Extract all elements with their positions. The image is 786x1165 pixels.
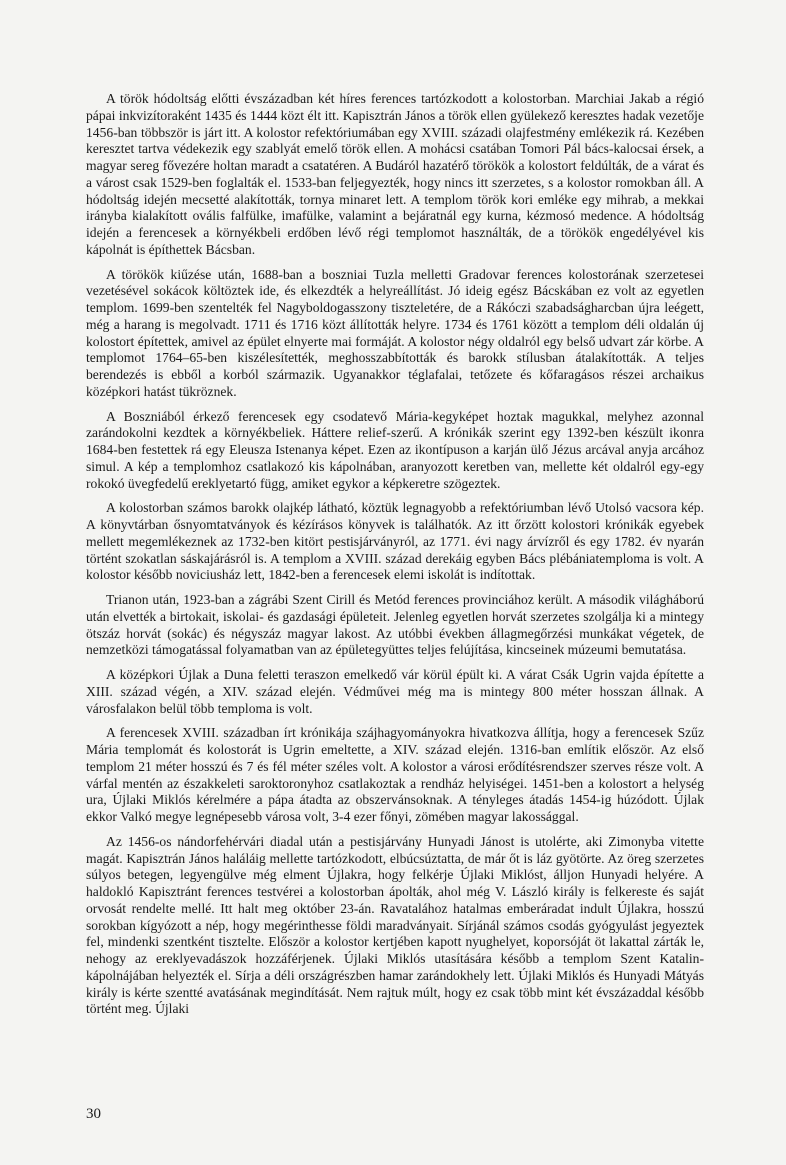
paragraph-kronika: A ferencesek XVIII. században írt krónikája szájhagyományokra hivatkozva állítja, hogy a ferencesek Szűz Mária templomát és kolostorát is Ugrin emeltette, a XIV. század elején. 1316-ban említik először. Az első templom 21 méter hosszú és 7 és fél méter széles volt. A kolostor a városi erődítésrendszer szerves része volt. A várfal mentén az északkeleti saroktoronyhoz csatlakoztak a rendház helyiségei. 1451-ben a kolostort a helység ura, Újlaki Miklós kérelmére a pápa átadta az obszervánsoknak. A tényleges átadás 1454-ig húzódott. Újlak ekkor Valkó megye legnépesebb városa volt, 3-4 ezer főnyi, zömében magyar lakossággal.	[86, 725, 704, 824]
paragraph-hodoltsag: A török hódoltság előtti évszázadban két híres ferences tartózkodott a kolostorban. Marchiai Jakab a régió pápai inkvizítoraként 1435 és 1444 közt élt itt. Kapisztrán János a török ellen gyülekező keresztes hadak vezetője 1456-ban többször is járt itt. A kolostor refektóriumában egy XVIII. századi olajfestmény emlékezik rá. Kezében keresztet tartva védekezik egy szablyát emelő török ellen. A mohácsi csatában Tomori Pál bács-kalocsai érsek, a magyar sereg fővezére holtan maradt a csatatéren. A Budáról hazatérő törökök a kolostort feldúlták, de a várat és a várost csak 1529-ben foglalták el. 1533-ban feljegyezték, hogy nincs itt szerzetes, s a kolostor romokban áll. A hódoltság idején mecsetté alakították, tornya minaret lett. A templom török kori emléke egy mihrab, a mekkai irányba kialakított ovális falfülke, imafülke, valamint a bejáratnál egy kurna, kézmosó medence. A hódoltság idején a ferencesek a környékbeli erdőben lévő régi templomot használták, de a törökök engedélyével kis kápolnát is építhettek Bácsban.	[86, 91, 704, 257]
paragraph-ujjaepites: A törökök kiűzése után, 1688-ban a boszniai Tuzla melletti Gradovar ferences kolostorának szerzetesei vezetésével sokácok költöztek ide, és elkezdték a helyreállítást. Jó ideig egész Bácskában ez volt az egyetlen templom. 1699-ben szentelték fel Nagyboldogasszony tiszteletére, de a Rákóczi szabadságharcban újra leégett, még a harang is megolvadt. 1711 és 1716 közt állították helyre. 1734 és 1761 között a templom déli oldalán új kolostort építettek, amivel az épület elnyerte mai formáját. A kolostor négy oldalról egy belső udvart zár körbe. A templomot 1764–65-ben kiszélesítették, meghosszabbították és barokk stílusban átalakították. A teljes berendezés is ebből a korból származik. Ugyanakkor téglafalai, tetőzete és kőfaragásos részei archaikus középkori hatást tükröznek.	[86, 266, 704, 399]
body-text	[86, 91, 704, 1026]
paragraph-olajkepek: A kolostorban számos barokk olajkép látható, köztük legnagyobb a refektóriumban lévő Utolsó vacsora kép. A könyvtárban ősnyomtatványok és kézírásos könyvek is találhatók. Az itt őrzött kolostori krónikák egyebek mellett megemlékeznek az 1732-ben kitört pestisjárványról, az 1771. évi nagy árvízről és egy 1782. év nyarán történt szokatlan sáskajárásról is. A templom a XVIII. század derekáig egyben Bács plébániatemploma is volt. A kolostor később noviciusház lett, 1842-ben a ferencesek elemi iskolát is indítottak.	[86, 500, 704, 583]
paragraph-kegykep: A Boszniából érkező ferencesek egy csodatevő Mária-kegyképet hoztak magukkal, melyhez azonnal zarándokolni kezdtek a környékbeliek. Háttere relief-szerű. A krónikák szerint egy 1392-ben készült ikonra 1684-ben festettek rá egy Eleusza Istenanya képet. Ezen az ikontípuson a karján ülő Jézus arcával anyja arcához simul. A kép a templomhoz csatlakozó kis kápolnában, aranyozott keretben van, mellette két oldalról egy-egy rokokó üvegfedelű ereklyetartó függ, amiket egykor a képkeretre szögeztek.	[86, 408, 704, 491]
paragraph-trianon: Trianon után, 1923-ban a zágrábi Szent Cirill és Metód ferences provinciához került. A második világháború után elvették a birtokait, iskolai- és gazdasági épületeit. Jelenleg egyetlen horvát szerzetes szolgálja ki a mintegy ötszáz horvát (sokác) és négyszáz magyar lakost. Az utóbbi években állagmegőrzési munkákat végetek, de nemzetközi támogatással folyamatban van az épületegyüttes teljes felújítása, kincseinek múzeumi bemutatása.	[86, 592, 704, 658]
page-number: 30	[86, 1106, 101, 1122]
paragraph-kapisztran: Az 1456-os nándorfehérvári diadal után a pestisjárvány Hunyadi Jánost is utolérte, aki Zimonyba vitette magát. Kapisztrán János haláláig mellette tartózkodott, elbúcsúztatta, de már őt is láz gyötörte. Az öreg szerzetes súlyos betegen, legyengülve még elment Újlakra, hogy felkérje Újlaki Miklóst, álljon Hunyadi helyére. A haldokló Kapisztránt ferences testvérei a kolostorban ápolták, ahol még V. László király is felkereste és saját orvosát rendelte mellé. Itt halt meg október 23-án. Ravatalához hatalmas emberáradat indult Újlakra, hosszú sorokban kígyózott a nép, hogy megérinthesse földi maradványait. Sírjánál számos csodás gyógyulást jegyeztek fel, mindenki szentként tisztelte. Először a kolostor kertjében kapott nyughelyet, koporsóját öt lakattal zárták le, nehogy az ereklyevadászok hozzáférjenek. Újlaki Miklós utasítására később a templom Szent Katalin-kápolnájában helyezték el. Sírja a déli országrészben hamar zarándokhely lett. Újlaki Miklós és Hunyadi Mátyás király is kérte szentté avatásának megindítását. Nem rajtuk múlt, hogy ez csak több mint két évszázaddal később történt meg. Újlaki	[86, 833, 704, 1017]
paragraph-ujlak: A középkori Újlak a Duna feletti teraszon emelkedő vár körül épült ki. A várat Csák Ugrin vajda építette a XIII. század végén, a XIV. század elején. Védművei még ma is mintegy 800 méter hosszan állnak. A városfalakon belül több temploma is volt.	[86, 667, 704, 716]
